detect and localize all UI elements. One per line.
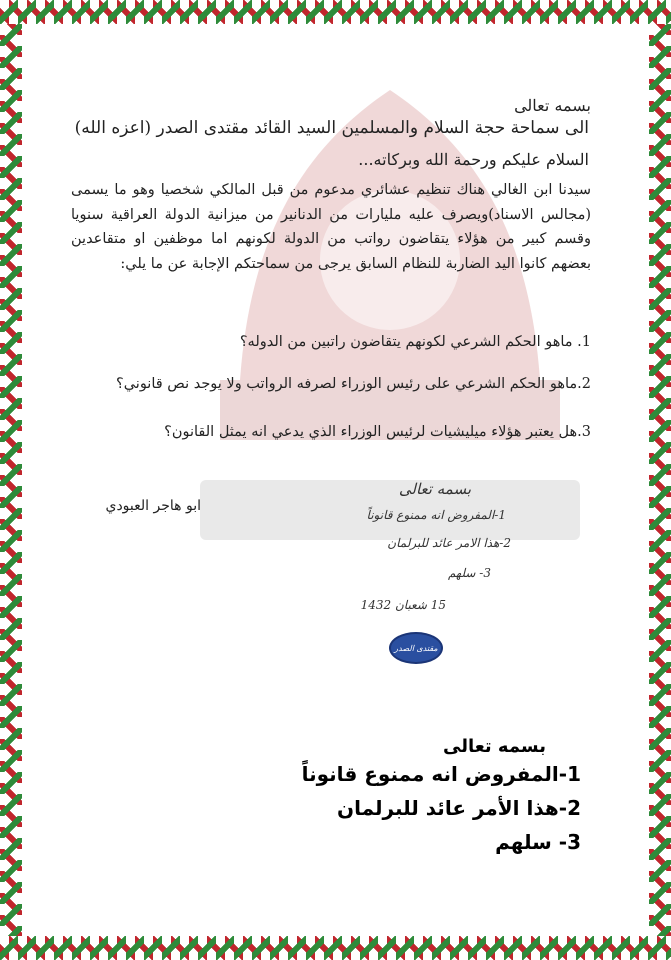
typed-reply-heading: بسمه تعالى — [443, 736, 546, 757]
decorative-border-left — [0, 24, 22, 936]
seal-stamp: مقتدى الصدر — [389, 632, 443, 664]
decorative-border-right — [649, 24, 671, 936]
question-3: 3.هل يعتبر هؤلاء ميليشيات لرئيس الوزراء الذي يدعي انه يمثل القانون؟ — [164, 424, 591, 440]
handwritten-date: 15 شعبان 1432 — [360, 598, 446, 612]
decorative-border-bottom — [0, 936, 671, 960]
typed-reply-item-2: 2-هذا الأمر عائد للبرلمان — [337, 796, 581, 820]
handwritten-item-1: 1-المفروض انه ممنوع قانوناً — [366, 508, 506, 522]
letter-address: الى سماحة حجة السلام والمسلمين السيد القائد مقتدى الصدر (اعزه الله) — [74, 118, 589, 138]
letter-greeting: السلام عليكم ورحمة الله وبركاته... — [358, 150, 589, 169]
question-2: 2.ماهو الحكم الشرعي على رئيس الوزراء لصرفه الرواتب ولا يوجد نص قانوني؟ — [116, 376, 591, 392]
question-1: 1. ماهو الحكم الشرعي لكونهم يتقاضون راتبين من الدوله؟ — [239, 334, 591, 350]
handwritten-heading: بسمه تعالى — [398, 480, 471, 498]
salutation: بسمه تعالى — [514, 96, 591, 115]
signer-name: ابو هاجر العبودي — [105, 498, 201, 514]
decorative-border-top — [0, 0, 671, 24]
typed-reply-item-3: 3- سلهم — [495, 830, 581, 854]
handwritten-item-2: 2-هذا الامر عائد للبرلمان — [387, 536, 511, 550]
handwritten-item-3: 3- سلهم — [447, 566, 491, 580]
letter-body: سيدنا ابن الغالي هناك تنظيم عشائري مدعوم من قبل المالكي شخصيا وهو ما يسمى (مجالس الاسناد)ويصرف عليه مليارات من الدنانير من ميزانية الدولة العراقية سنويا وقسم كبير من هؤلاء يتقاضون رواتب من الدولة لكونهم اما موظفين او متقاعدين بعضهم كانوا اليد الضاربة للنظام السابق يرجى من سماحتكم الإجابة عن ما يلي: — [71, 182, 591, 272]
typed-reply-item-1: 1-المفروض انه ممنوع قانوناً — [301, 762, 581, 786]
